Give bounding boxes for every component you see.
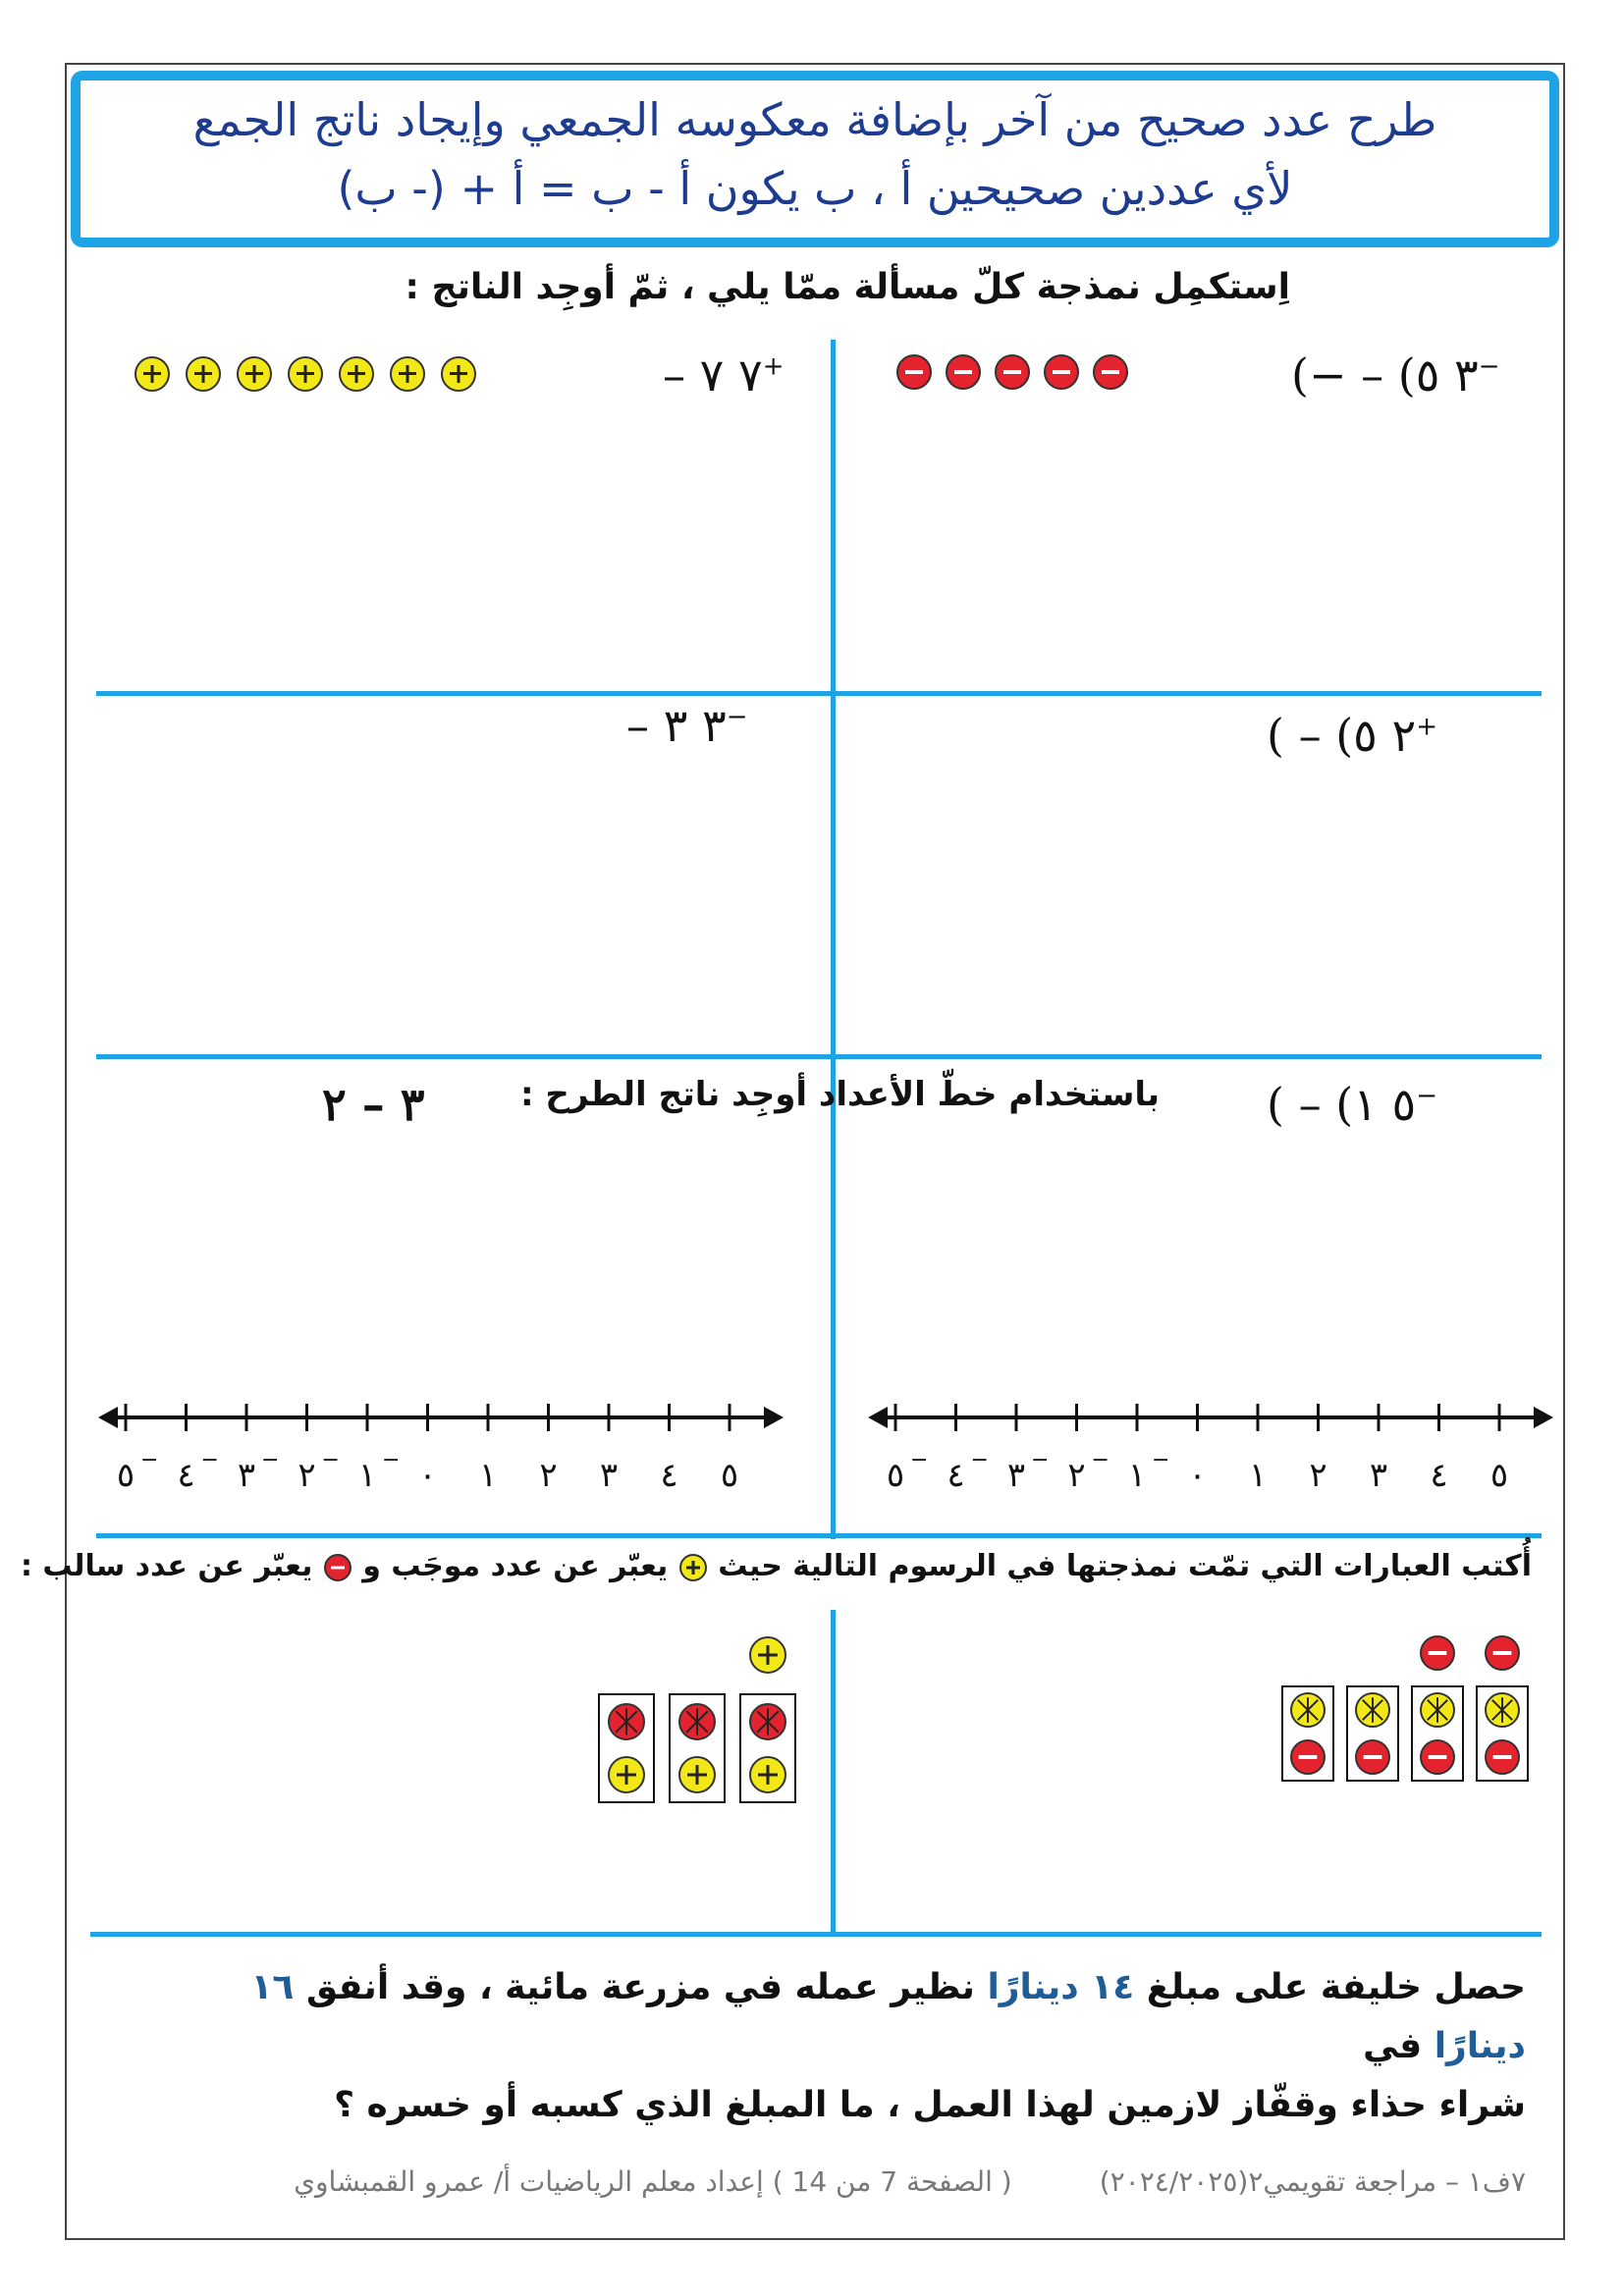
plus-chip-icon (185, 355, 222, 393)
number-line-label: ٥ (720, 1456, 739, 1495)
title-line-2: لأي عددين صحيحين أ ، ب يكون أ - ب = أ + (- ب) (337, 162, 1293, 215)
negative-sign: − (261, 1448, 280, 1472)
negative-sign: − (910, 1448, 929, 1472)
divider-vertical-3 (831, 1610, 836, 1934)
number-line-label: ٣ (1369, 1456, 1388, 1495)
negative-sign: − (1031, 1448, 1050, 1472)
number-line-label: ١ (1127, 1456, 1147, 1495)
number-line-label: ٤ (660, 1456, 678, 1495)
number-line-label: ٠ (1188, 1456, 1207, 1495)
model-right (1278, 1628, 1534, 1789)
negative-chips-row (895, 353, 1129, 391)
arrow-left-icon (868, 1407, 888, 1428)
problem-3: ( – (٢ ٥ + (1267, 709, 1438, 762)
negative-sign: − (970, 1448, 989, 1472)
number-line-label: ١ (357, 1456, 377, 1495)
plus-chip-icon (287, 355, 324, 393)
divider-horizontal-4 (90, 1932, 1542, 1937)
divider-vertical-2 (831, 1058, 836, 1539)
minus-chip-icon (323, 1553, 352, 1582)
number-line-label: ٣ (237, 1456, 256, 1495)
number-line-label: ٢ (1309, 1456, 1327, 1495)
negative-sign: − (200, 1448, 219, 1472)
number-line-label: ٤ (177, 1456, 195, 1495)
minus-chip-icon (895, 353, 933, 391)
chip-model-left (595, 1628, 811, 1804)
number-line-label: ٥ (1489, 1456, 1509, 1495)
number-line-label: ٠ (418, 1456, 437, 1495)
negative-sign: − (1091, 1448, 1110, 1472)
footer (294, 2165, 1526, 2198)
problem-2: – ٧ ٧ + (663, 348, 785, 401)
arrow-left-icon (98, 1407, 118, 1428)
number-line-label: ٥ (116, 1456, 135, 1495)
arrow-right-icon (764, 1407, 784, 1428)
word-problem (249, 1958, 1526, 2135)
chip-model-right (1278, 1628, 1534, 1785)
negative-sign: − (321, 1448, 340, 1472)
footer-page: ( الصفحة 7 من 14 ) (772, 2165, 1012, 2198)
plus-chip-icon (134, 355, 171, 393)
positive-chips-row (134, 355, 477, 393)
minus-chip-icon (1092, 353, 1129, 391)
negative-sign: − (140, 1448, 159, 1472)
plus-chip-icon (678, 1553, 708, 1582)
problem-5: ٣ – ٢ (322, 1078, 425, 1131)
divider-horizontal-2 (96, 1054, 1542, 1059)
number-line-label: ٥ (886, 1456, 905, 1495)
section2-heading: باستخدام خطّ الأعداد أوجِد ناتج الطرح : (520, 1075, 1160, 1114)
section3-heading: أُكتب العبارات التي تمّت نمذجتها في الرسوم التالية حيث يعبّر عن عدد موجَب و يعبّر عن عدد سالب : (20, 1549, 1532, 1583)
minus-chip-icon (1043, 353, 1080, 391)
word-problem-line-2: شراء حذاء وقفّاز لازمين لهذا العمل ، ما المبلغ الذي كسبه أو خسره ؟ (334, 2085, 1526, 2125)
plus-chip-icon (236, 355, 273, 393)
number-line-label: ٢ (1067, 1456, 1086, 1495)
number-line-label: ١ (478, 1456, 498, 1495)
number-line-label: ٢ (298, 1456, 316, 1495)
problem-4: – ٣ ٣ − (626, 699, 748, 752)
number-line-label: ٢ (539, 1456, 558, 1495)
problem-6: ( – (٥ ١ − (1267, 1078, 1438, 1131)
title-line-1: طرح عدد صحيح من آخر بإضافة معكوسه الجمعي وإيجاد ناتج الجمع (192, 93, 1437, 146)
problem-1-operand: − (1308, 348, 1347, 401)
number-line-right (868, 1394, 1555, 1502)
divider-horizontal-1 (96, 691, 1542, 696)
amount-spent: ١٦ دينارًا (250, 1967, 1526, 2066)
problem-1: (− – (٣ ٥ − (1291, 348, 1500, 401)
model-left (595, 1628, 811, 1808)
footer-course: ٧ف١ – مراجعة تقويمي٢(٢٠٢٤/٢٠٢٥) (1099, 2165, 1526, 2198)
plus-chip-icon (389, 355, 426, 393)
plus-chip-icon (338, 355, 375, 393)
word-problem-line-1: حصل خليفة على مبلغ ١٤ دينارًا نظير عمله في مزرعة مائية ، وقد أنفق ١٦ دينارًا في (250, 1967, 1526, 2066)
minus-chip-icon (994, 353, 1031, 391)
minus-chip-icon (945, 353, 982, 391)
amount-earned: ١٤ دينارًا (987, 1967, 1135, 2007)
section1-heading: اِستكمِل نمذجة كلّ مسألة ممّا يلي ، ثمّ أوجِد الناتج : (405, 267, 1290, 307)
number-line-left (98, 1394, 785, 1502)
plus-chip-icon (440, 355, 477, 393)
number-line-label: ٣ (599, 1456, 619, 1495)
footer-author: إعداد معلم الرياضيات أ/ عمرو القمبشاوي (294, 2165, 764, 2198)
negative-sign: − (1152, 1448, 1170, 1472)
number-line-label: ٤ (1430, 1456, 1448, 1495)
divider-vertical-1 (831, 340, 836, 1060)
negative-sign: − (382, 1448, 401, 1472)
arrow-right-icon (1534, 1407, 1553, 1428)
number-line-label: ٤ (947, 1456, 965, 1495)
divider-horizontal-3 (96, 1533, 1542, 1538)
number-line-label: ١ (1248, 1456, 1268, 1495)
number-line-label: ٣ (1006, 1456, 1026, 1495)
